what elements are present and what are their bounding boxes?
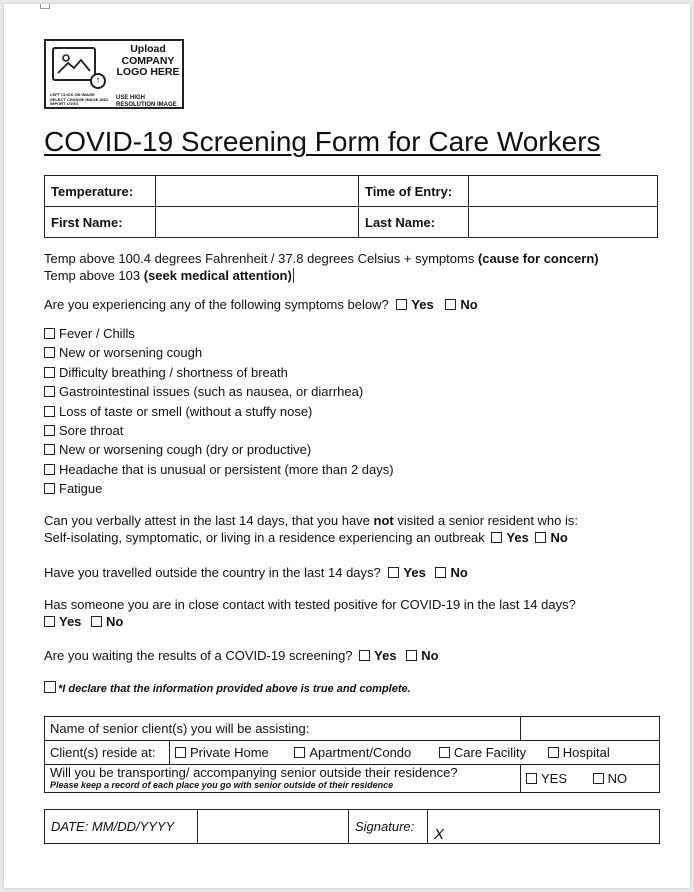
first-name-label: First Name: bbox=[45, 207, 156, 238]
logo-instructions: LEFT CLICK ON IMAGE SELECT CHANGE IMAGE AND IMPORT LOGO bbox=[50, 92, 109, 106]
declaration-checkbox[interactable] bbox=[44, 681, 56, 693]
symptom-label: Gastrointestinal issues (such as nausea, or diarrhea) bbox=[59, 384, 364, 400]
temp-note-2-text: Temp above 103 bbox=[44, 268, 144, 283]
transport-no-checkbox[interactable] bbox=[593, 773, 604, 784]
waiting-yes-label: Yes bbox=[374, 648, 397, 663]
temp-note-1-text: Temp above 100.4 degrees Fahrenheit / 37.8 degrees Celsius + symptoms bbox=[44, 251, 478, 266]
last-name-label: Last Name: bbox=[359, 207, 469, 238]
symptom-item[interactable] bbox=[44, 402, 394, 421]
waiting-question bbox=[44, 647, 439, 664]
time-of-entry-label: Time of Entry: bbox=[359, 176, 469, 207]
waiting-no-label: No bbox=[421, 648, 439, 663]
attest-question-line2 bbox=[44, 529, 568, 546]
contact-answers bbox=[44, 613, 123, 630]
senior-name-label: Name of senior client(s) you will be assisting: bbox=[45, 717, 521, 741]
page-title: COVID-19 Screening Form for Care Workers bbox=[44, 126, 601, 157]
symptom-item[interactable] bbox=[44, 460, 394, 479]
travel-yes-checkbox[interactable] bbox=[388, 567, 399, 578]
declaration-text: *I declare that the information provided above is true and complete. bbox=[58, 683, 411, 695]
first-name-field[interactable] bbox=[156, 207, 359, 238]
symptom-checkbox[interactable] bbox=[44, 406, 55, 417]
symptom-label: Loss of taste or smell (without a stuffy nose) bbox=[59, 403, 313, 419]
symptom-label: Sore throat bbox=[59, 423, 124, 439]
transport-answers bbox=[521, 765, 660, 793]
travel-question bbox=[44, 564, 468, 581]
symptom-label: New or worsening cough (dry or productive) bbox=[59, 442, 312, 458]
symptom-checkbox[interactable] bbox=[44, 347, 55, 358]
private-home-label: Private Home bbox=[190, 745, 269, 760]
page-corner-mark bbox=[40, 4, 50, 9]
apartment-condo-label: Apartment/Condo bbox=[309, 745, 412, 760]
symptoms-question-text: Are you experiencing any of the following symptoms below? bbox=[44, 297, 389, 312]
signature-table bbox=[44, 809, 660, 844]
hospital-label: Hospital bbox=[562, 745, 610, 760]
reside-options bbox=[170, 741, 660, 765]
attest-no-label: No bbox=[550, 530, 568, 545]
symptom-label: New or worsening cough bbox=[59, 345, 203, 361]
symptom-item[interactable] bbox=[44, 421, 394, 440]
temp-note-1 bbox=[44, 250, 599, 267]
temperature-field[interactable] bbox=[156, 176, 359, 207]
symptom-label: Headache that is unusual or persistent (more than 2 days) bbox=[59, 461, 394, 477]
contact-yes-label: Yes bbox=[59, 614, 82, 629]
travel-no-label: No bbox=[450, 565, 468, 580]
symptom-label: Fever / Chills bbox=[59, 326, 135, 341]
worker-info-table bbox=[44, 175, 658, 238]
client-info-table bbox=[44, 716, 660, 793]
contact-no-checkbox[interactable] bbox=[91, 616, 102, 627]
symptom-label: Fatigue bbox=[59, 481, 103, 497]
travel-text: Have you travelled outside the country in the last 14 days? bbox=[44, 565, 381, 580]
symptom-item[interactable] bbox=[44, 343, 394, 362]
declaration bbox=[44, 681, 411, 698]
temp-note-2-bold: (seek medical attention) bbox=[143, 268, 292, 283]
attest-no-checkbox[interactable] bbox=[535, 532, 546, 543]
contact-no-label: No bbox=[106, 614, 124, 629]
waiting-text: Are you waiting the results of a COVID-19 screening? bbox=[44, 648, 353, 663]
symptom-checkbox[interactable] bbox=[44, 425, 55, 436]
contact-text: Has someone you are in close contact with tested positive for COVID-19 in the last 14 days? bbox=[44, 597, 576, 612]
symptoms-no-label: No bbox=[460, 297, 478, 312]
symptom-checkbox[interactable] bbox=[44, 444, 55, 455]
date-label: DATE: MM/DD/YYYY bbox=[45, 810, 198, 844]
symptom-checkbox[interactable] bbox=[44, 367, 55, 378]
apartment-condo-checkbox[interactable] bbox=[294, 747, 305, 758]
symptoms-yes-label: Yes bbox=[411, 297, 434, 312]
logo-resolution-note: USE HIGH RESOLUTION IMAGE bbox=[116, 95, 177, 108]
logo-upload-text: Upload COMPANY LOGO HERE bbox=[116, 43, 180, 78]
transport-yes-checkbox[interactable] bbox=[526, 773, 537, 784]
temperature-label: Temperature: bbox=[45, 176, 156, 207]
transport-no-label: NO bbox=[607, 771, 628, 786]
symptom-list bbox=[44, 324, 394, 499]
symptom-item[interactable] bbox=[44, 382, 394, 401]
symptom-item[interactable] bbox=[44, 324, 394, 343]
symptoms-no-checkbox[interactable] bbox=[445, 299, 456, 310]
symptom-label: Difficulty breathing / shortness of breath bbox=[59, 364, 288, 380]
care-facility-checkbox[interactable] bbox=[439, 747, 450, 758]
document-page bbox=[4, 4, 690, 888]
signature-x-mark: X bbox=[434, 826, 445, 843]
waiting-no-checkbox[interactable] bbox=[406, 650, 417, 661]
transport-yes-label: YES bbox=[541, 771, 568, 786]
care-facility-label: Care Facility bbox=[453, 745, 527, 760]
attest-text-1: Can you verbally attest in the last 14 days, that you have bbox=[44, 513, 374, 528]
temp-note-1-bold: (cause for concern) bbox=[477, 251, 599, 266]
symptom-item[interactable] bbox=[44, 440, 394, 459]
symptom-checkbox[interactable] bbox=[44, 464, 55, 475]
attest-yes-checkbox[interactable] bbox=[491, 532, 502, 543]
symptom-item[interactable] bbox=[44, 479, 394, 498]
attest-text-3: Self-isolating, symptomatic, or living in a residence experiencing an outbreak bbox=[44, 530, 485, 545]
attest-yes-label: Yes bbox=[506, 530, 529, 545]
time-of-entry-field[interactable] bbox=[469, 176, 658, 207]
attest-text-2: visited a senior resident who is: bbox=[393, 513, 579, 528]
attest-question bbox=[44, 512, 578, 529]
temp-note-2 bbox=[44, 267, 294, 284]
company-logo-placeholder[interactable] bbox=[44, 39, 184, 109]
signature-field[interactable] bbox=[428, 810, 660, 844]
image-upload-icon bbox=[52, 47, 96, 81]
waiting-yes-checkbox[interactable] bbox=[359, 650, 370, 661]
attest-bold: not bbox=[373, 513, 394, 528]
symptoms-yes-checkbox[interactable] bbox=[396, 299, 407, 310]
transport-question-cell bbox=[45, 765, 521, 793]
contact-yes-checkbox[interactable] bbox=[44, 616, 55, 627]
symptoms-question bbox=[44, 296, 478, 313]
signature-label: Signature: bbox=[349, 810, 428, 844]
hospital-checkbox[interactable] bbox=[548, 747, 559, 758]
private-home-checkbox[interactable] bbox=[175, 747, 186, 758]
travel-no-checkbox[interactable] bbox=[435, 567, 446, 578]
upload-arrow-icon: ↑ bbox=[90, 73, 106, 89]
transport-note: Please keep a record of each place you go with senior outside of their residence bbox=[50, 779, 394, 790]
symptom-checkbox[interactable] bbox=[44, 386, 55, 397]
transport-question: Will you be transporting/ accompanying senior outside their residence? bbox=[50, 764, 458, 780]
travel-yes-label: Yes bbox=[403, 565, 426, 580]
last-name-field[interactable] bbox=[469, 207, 658, 238]
contact-question bbox=[44, 596, 576, 613]
date-field[interactable] bbox=[198, 810, 349, 844]
symptom-checkbox[interactable] bbox=[44, 328, 55, 339]
symptom-item[interactable] bbox=[44, 363, 394, 382]
reside-label: Client(s) reside at: bbox=[45, 741, 170, 765]
senior-name-field[interactable] bbox=[521, 717, 660, 741]
symptom-checkbox[interactable] bbox=[44, 483, 55, 494]
